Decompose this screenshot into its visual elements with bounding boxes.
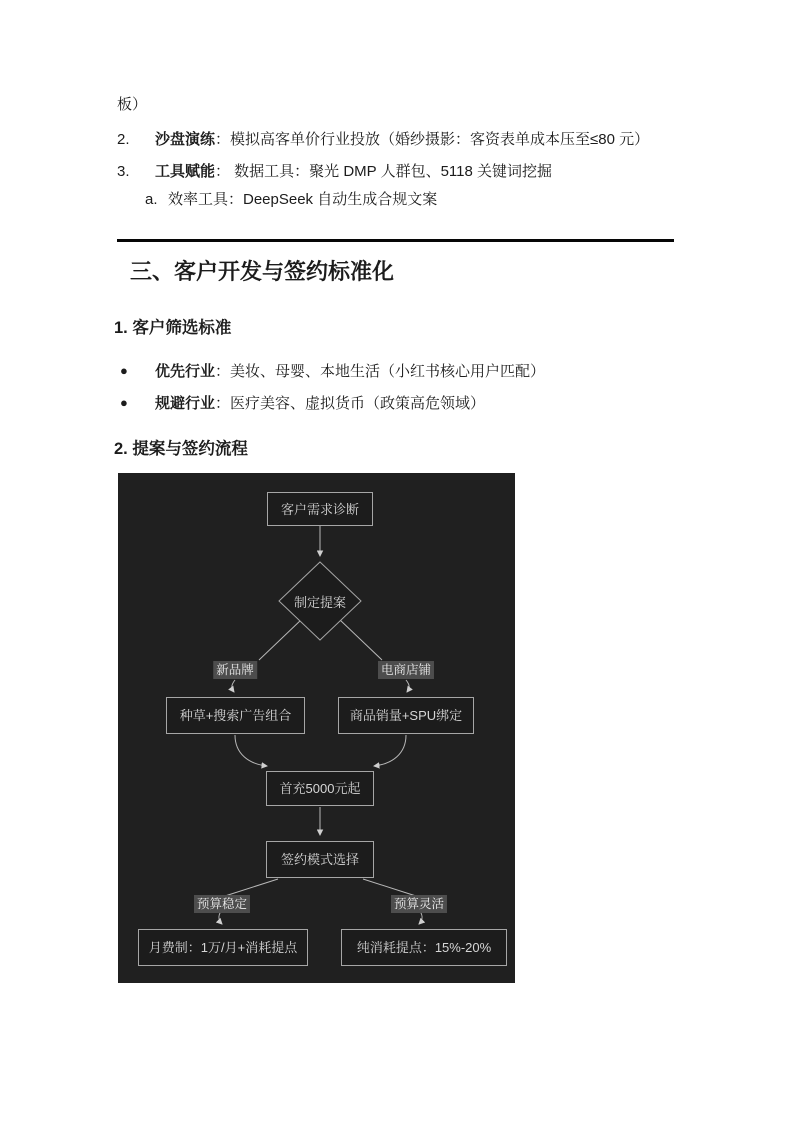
node-customer-needs-diagnosis: 客户需求诊断 (267, 492, 373, 526)
bullet-item (120, 361, 545, 381)
numbered-list-item (117, 162, 552, 181)
node-product-sales-spu-binding: 商品销量+SPU绑定 (338, 697, 474, 734)
list-number: 3. (117, 163, 130, 180)
numbered-list-item (117, 130, 649, 149)
subsection-heading-criteria: 1. 客户筛选标准 (114, 319, 232, 337)
sub-list-marker: a. (145, 191, 158, 208)
node-pure-commission-model: 纯消耗提点：15%-20% (341, 929, 507, 966)
edge-label-flexible-budget: 预算灵活 (391, 895, 447, 913)
node-seeding-search-ads-combo: 种草+搜索广告组合 (166, 697, 305, 734)
bullet-icon: ● (120, 395, 128, 410)
bullet-text: ：医疗美容、虚拟货币（政策高危领域） (215, 395, 486, 412)
intro-continuation-text: 板） (117, 96, 148, 113)
flowchart-diagram (118, 473, 515, 983)
node-monthly-fee-model: 月费制：1万/月+消耗提点 (138, 929, 308, 966)
edge-label-stable-budget: 预算稳定 (194, 895, 250, 913)
sub-list-item (145, 190, 437, 209)
subsection-heading-process: 2. 提案与签约流程 (114, 440, 248, 458)
bullet-label: 优先行业 (155, 363, 216, 380)
list-item-text: ： 数据工具：聚光 DMP 人群包、5118 关键词挖掘 (215, 163, 553, 180)
bullet-icon: ● (120, 363, 128, 378)
section-heading: 三、客户开发与签约标准化 (130, 259, 395, 284)
node-signing-mode-selection: 签约模式选择 (266, 841, 374, 878)
bullet-label: 规避行业 (155, 395, 216, 412)
bullet-item (120, 393, 485, 413)
sub-list-text: 效率工具：DeepSeek 自动生成合规文案 (168, 191, 438, 208)
list-item-label: 工具赋能 (155, 163, 216, 180)
bullet-text: ：美妆、母婴、本地生活（小红书核心用户匹配） (215, 363, 546, 380)
list-number: 2. (117, 131, 130, 148)
node-first-charge-5000: 首充5000元起 (266, 771, 374, 806)
edge-label-new-brand: 新品牌 (213, 661, 257, 679)
node-make-proposal: 制定提案 (293, 594, 346, 610)
list-item-text: ：模拟高客单价行业投放（婚纱摄影：客资表单成本压至≤80 元） (215, 131, 650, 148)
edge-label-ecommerce-store: 电商店铺 (378, 661, 434, 679)
section-divider (117, 239, 674, 242)
list-item-label: 沙盘演练 (155, 131, 216, 148)
